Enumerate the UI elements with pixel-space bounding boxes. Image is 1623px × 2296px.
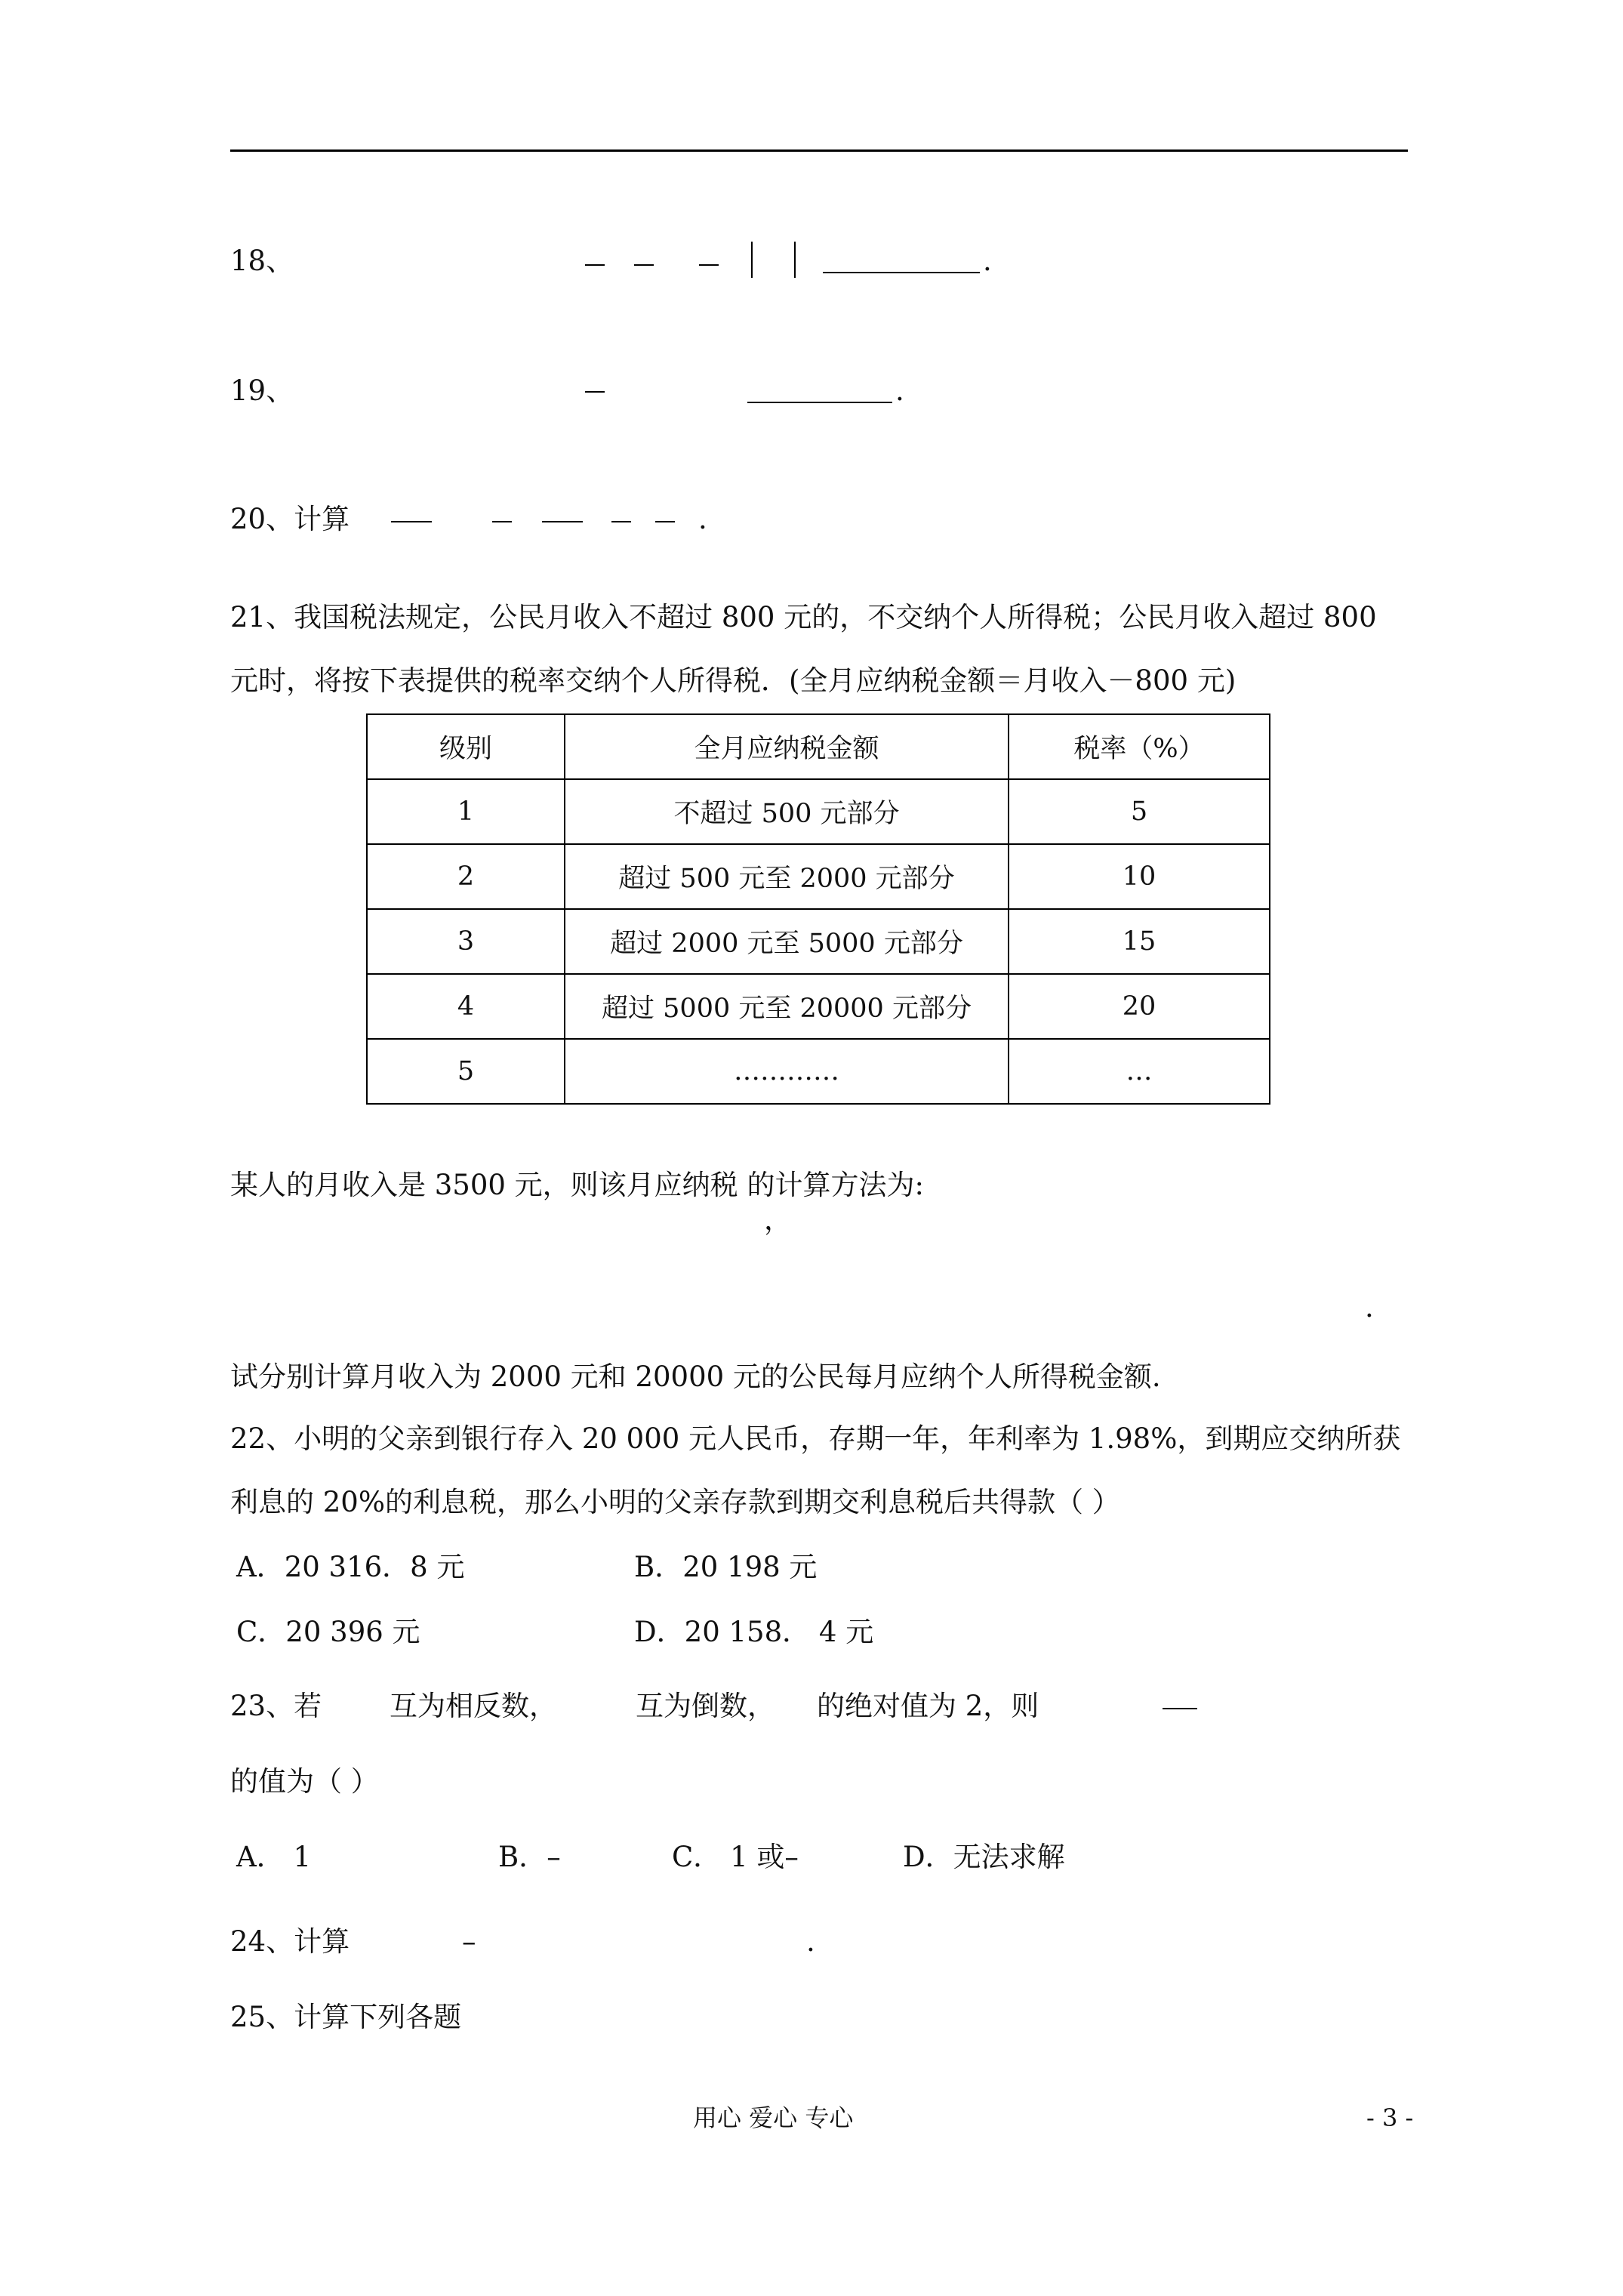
cell-amount: ………… (565, 1039, 1009, 1104)
cell-rate: 10 (1009, 844, 1270, 909)
q23-option-b: B．– (498, 1841, 561, 1873)
cell-amount: 超过 5000 元至 20000 元部分 (565, 974, 1009, 1039)
table-row (367, 909, 1270, 974)
cell-level: 3 (367, 909, 565, 974)
q18-abs-bar-left (751, 242, 753, 278)
q20-label: 20、计算 (230, 503, 350, 535)
q18-minus-1 (585, 264, 605, 266)
cell-amount: 超过 2000 元至 5000 元部分 (565, 909, 1009, 974)
table-row (367, 779, 1270, 844)
q20-minus-2 (611, 521, 631, 522)
q24-label: 24、计算 (230, 1925, 350, 1958)
q21-line-2: 元时，将按下表提供的税率交纳个人所得税．(全月应纳税金额＝月收入－800 元) (230, 664, 1236, 697)
q18-number: 18、 (230, 245, 294, 277)
q19-period: . (895, 374, 904, 407)
header-level: 级别 (367, 714, 565, 779)
q23-part-2: 互为相反数， (390, 1690, 557, 1722)
q22-option-c: C．20 396 元 (236, 1616, 420, 1648)
q20-fraction-bar-2 (542, 521, 583, 522)
table-row (367, 1039, 1270, 1104)
q24-minus: – (462, 1925, 476, 1958)
cell-level: 2 (367, 844, 565, 909)
cell-rate: 5 (1009, 779, 1270, 844)
q22-option-a: A．20 316．8 元 (236, 1551, 465, 1583)
q20-minus-1 (492, 521, 512, 522)
table-row (367, 974, 1270, 1039)
q20-fraction-bar-1 (391, 521, 432, 522)
table-row (367, 844, 1270, 909)
q23-option-d: D．无法求解 (903, 1841, 1065, 1873)
cell-amount: 不超过 500 元部分 (565, 779, 1009, 844)
header-rule (230, 149, 1408, 152)
q21-after-table: 某人的月收入是 3500 元，则该月应纳税 的计算方法为: (230, 1169, 924, 1201)
q21-question: 试分别计算月收入为 2000 元和 20000 元的公民每月应纳个人所得税金额. (230, 1361, 1161, 1393)
q24-period: . (806, 1925, 815, 1958)
header-tax-rate: 税率（%） (1009, 714, 1270, 779)
q21-comma: ， (764, 1203, 792, 1236)
q18-abs-bar-right (794, 242, 796, 278)
q25-label: 25、计算下列各题 (230, 2001, 462, 2033)
q22-option-b: B．20 198 元 (634, 1551, 818, 1583)
cell-rate: … (1009, 1039, 1270, 1104)
q23-part-1: 23、若 (230, 1690, 322, 1722)
q21-period: . (1365, 1291, 1374, 1324)
q18-answer-blank (823, 272, 980, 273)
table-header-row (367, 714, 1270, 779)
q18-minus-3 (699, 264, 719, 266)
q19-number: 19、 (230, 374, 294, 407)
q23-part-4: 的绝对值为 2，则 (817, 1690, 1039, 1722)
q23-part-3: 互为倒数， (636, 1690, 775, 1722)
cell-amount: 超过 500 元至 2000 元部分 (565, 844, 1009, 909)
cell-rate: 20 (1009, 974, 1270, 1039)
q23-option-c: C． 1 或– (672, 1841, 799, 1873)
q22-option-d: D．20 158． 4 元 (634, 1616, 874, 1648)
q18-minus-2 (634, 264, 654, 266)
cell-level: 4 (367, 974, 565, 1039)
cell-rate: 15 (1009, 909, 1270, 974)
tax-rate-table (366, 713, 1270, 1105)
q23-fraction-bar (1163, 1708, 1197, 1709)
q20-period: . (698, 503, 707, 535)
q22-line-1: 22、小明的父亲到银行存入 20 000 元人民币，存期一年，年利率为 1.98%，到期应交纳所获 (230, 1422, 1401, 1455)
q23-line-2: 的值为（ ） (230, 1765, 379, 1798)
page-number: - 3 - (1366, 2103, 1414, 2132)
footer-motto: 用心 爱心 专心 (693, 2103, 854, 2132)
q20-minus-3 (655, 521, 675, 522)
cell-level: 5 (367, 1039, 565, 1104)
q19-answer-blank (747, 402, 892, 403)
q23-option-a: A． 1 (236, 1841, 312, 1873)
header-taxable-amount: 全月应纳税金额 (565, 714, 1009, 779)
q18-period: . (983, 245, 992, 277)
q22-line-2: 利息的 20%的利息税，那么小明的父亲存款到期交利息税后共得款（ ） (230, 1486, 1120, 1518)
q19-minus (585, 391, 605, 393)
q21-line-1: 21、我国税法规定，公民月收入不超过 800 元的，不交纳个人所得税；公民月收入超过 800 (230, 601, 1377, 633)
cell-level: 1 (367, 779, 565, 844)
